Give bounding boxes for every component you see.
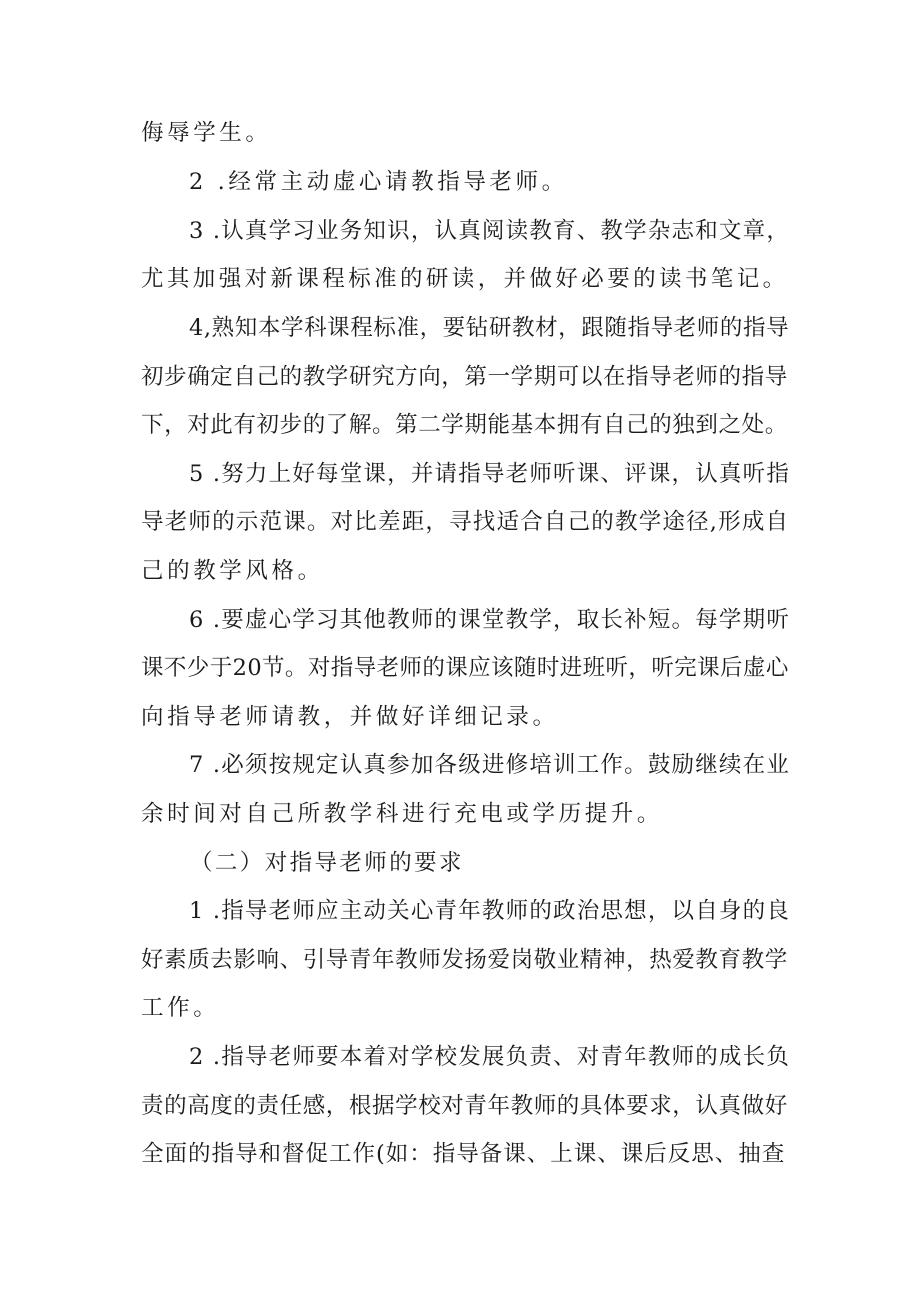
text-line: 己的教学风格。 [141, 558, 324, 584]
text-line: 工作。 [141, 995, 220, 1021]
text-line: 向指导老师请教，并做好详细记录。 [141, 704, 559, 730]
text-line: 全面的指导和督促工作(如：指导备课、上课、课后反思、抽查 [141, 1141, 786, 1167]
list-item-6: 6 .要虚心学习其他教师的课堂教学，取长补短。每学期听 [189, 607, 791, 633]
section-heading: （二）对指导老师的要求 [190, 850, 464, 876]
text-line: 侮辱学生。 [141, 120, 272, 146]
text-line: 导老师的示范课。对比差距，寻找适合自己的教学途径,形成自 [141, 509, 790, 535]
text-line: 责的高度的责任感，根据学校对青年教师的具体要求，认真做好 [141, 1093, 788, 1119]
list-item-2: 2 .经常主动虚心请教指导老师。 [189, 169, 568, 195]
text-line: 课不少于20节。对指导老师的课应该随时进班听，听完课后虚心 [141, 655, 789, 681]
list-item-7: 7 .必须按规定认真参加各级进修培训工作。鼓励继续在业 [189, 752, 791, 778]
list-item-1: 1 .指导老师应主动关心青年教师的政治思想，以自身的良 [189, 898, 791, 924]
text-line: 好素质去影响、引导青年教师发扬爱岗敬业精神，热爱教育教学 [141, 947, 788, 973]
text-line: 下，对此有初步的了解。第二学期能基本拥有自己的独到之处。 [141, 412, 788, 438]
list-item-5: 5 .努力上好每堂课，并请指导老师听课、评课，认真听指 [189, 461, 791, 487]
list-item-4: 4,熟知本学科课程标准，要钻研教材，跟随指导老师的指导 [189, 315, 790, 341]
text-line: 初步确定自己的教学研究方向，第一学期可以在指导老师的指导 [141, 364, 788, 390]
text-line: 余时间对自己所教学科进行充电或学历提升。 [141, 801, 664, 827]
text-line: 尤其加强对新课程标准的研读，并做好必要的读书笔记。 [141, 266, 789, 292]
list-item-3: 3 .认真学习业务知识，认真阅读教育、教学杂志和文章， [189, 218, 791, 244]
list-item-2: 2 .指导老师要本着对学校发展负责、对青年教师的成长负 [189, 1044, 791, 1070]
